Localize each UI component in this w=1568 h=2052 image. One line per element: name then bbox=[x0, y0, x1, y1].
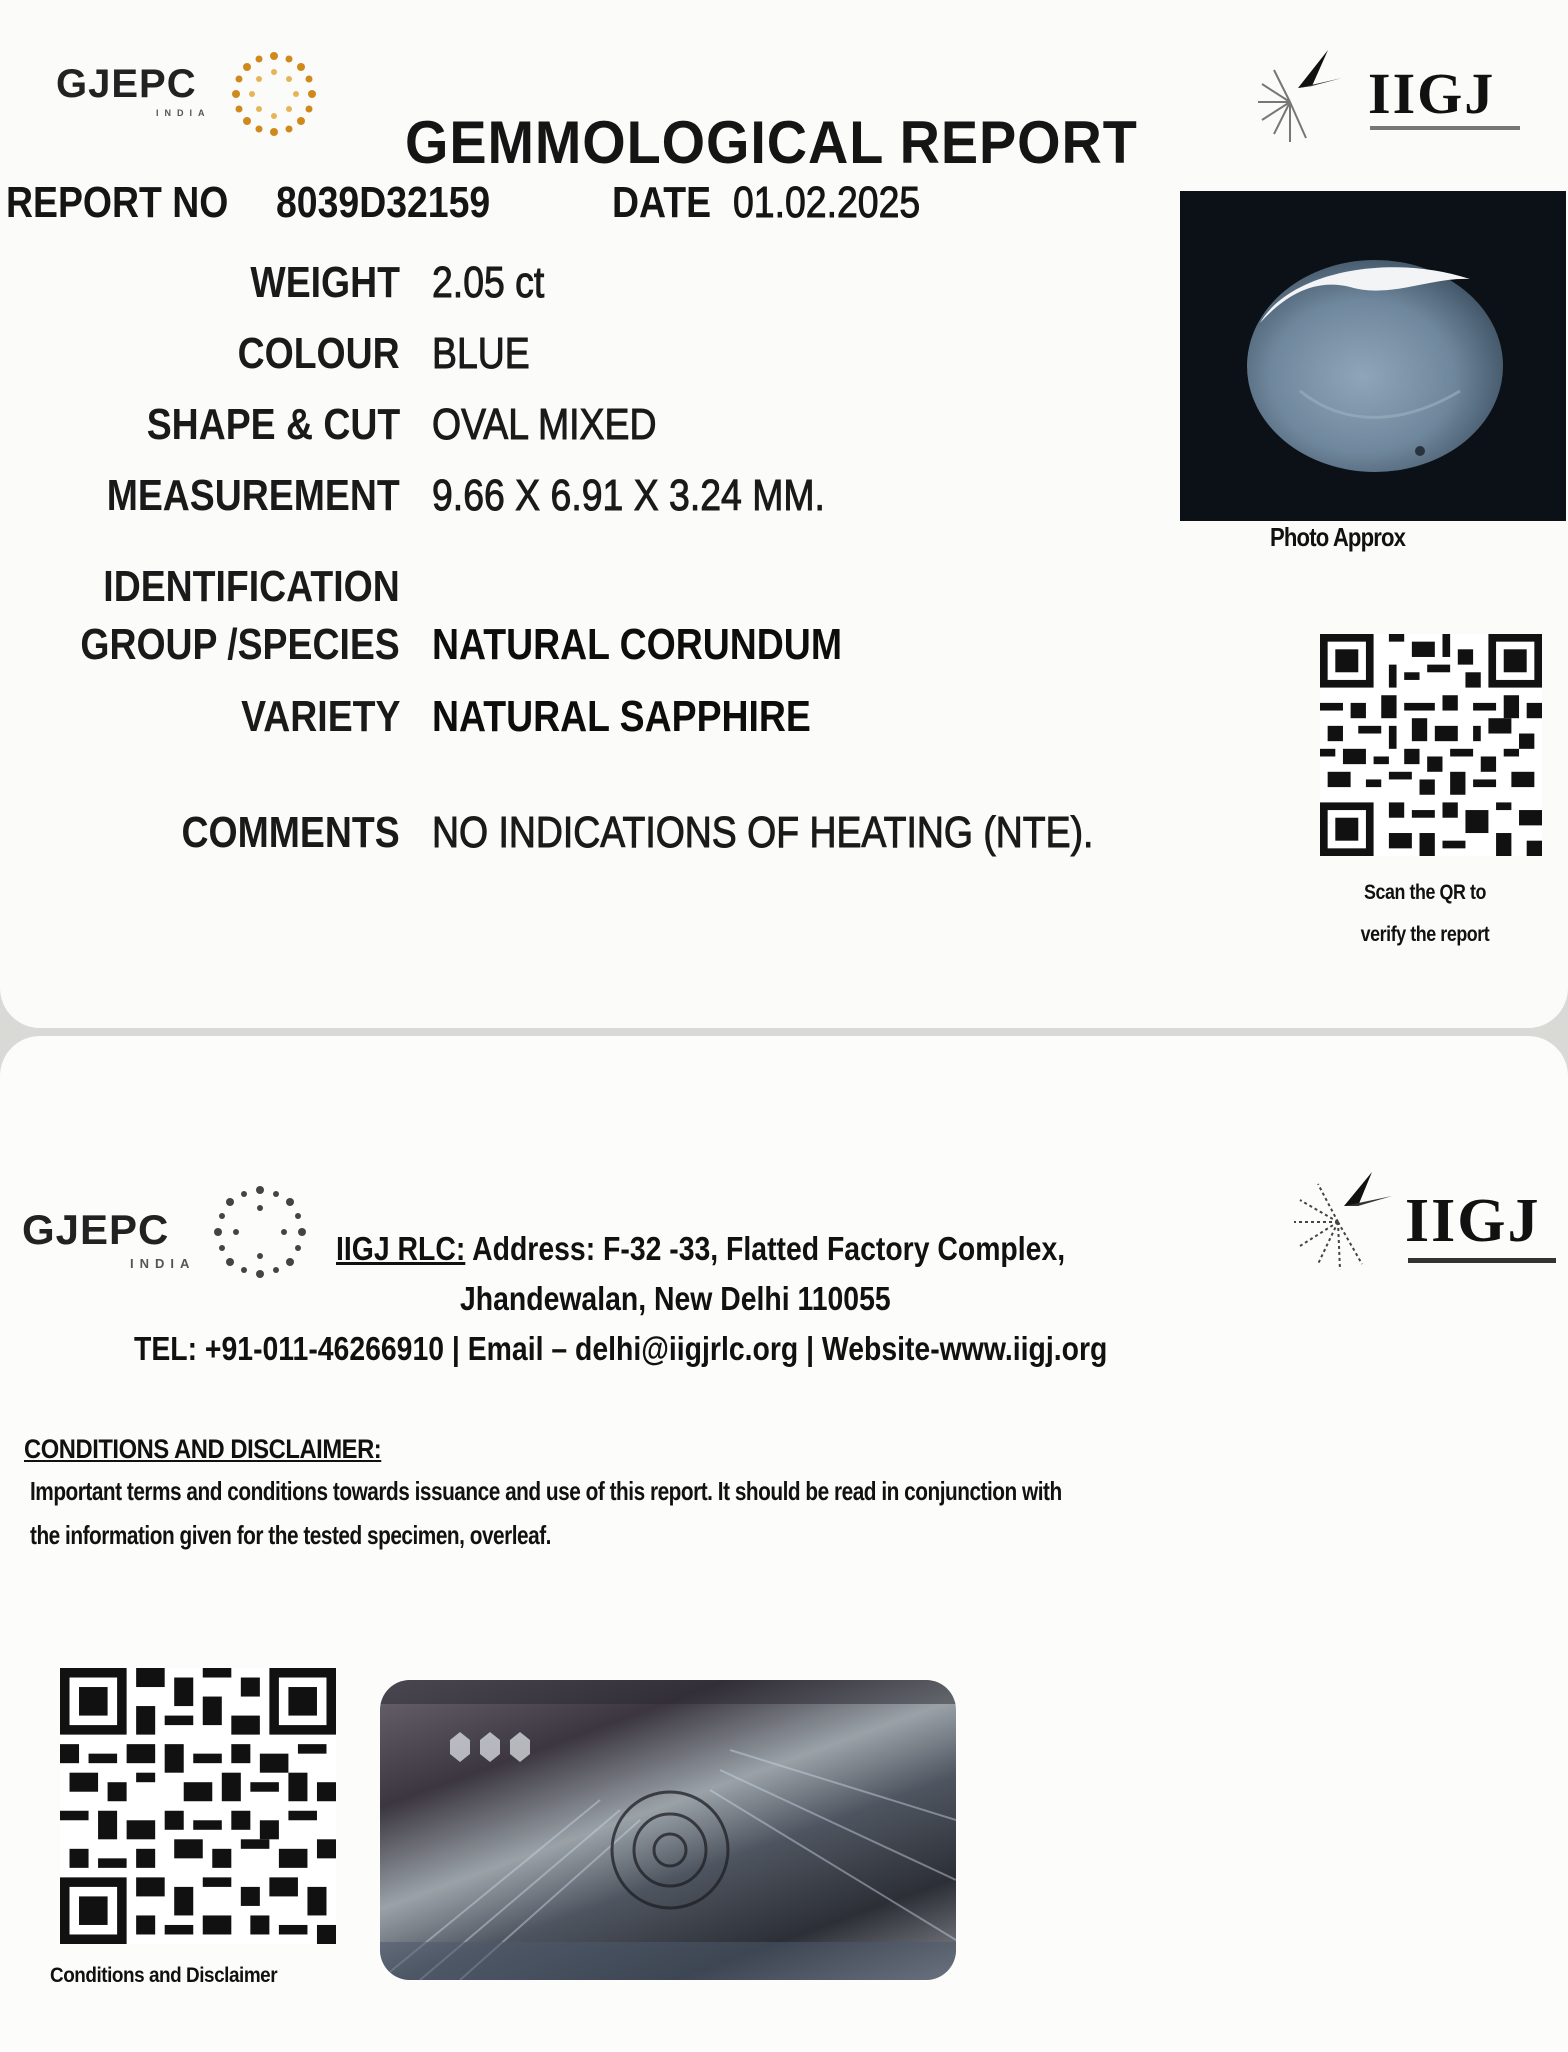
gjepc-logo bbox=[56, 62, 211, 118]
weight-value: 2.05 ct bbox=[432, 258, 545, 307]
date-label: DATE bbox=[612, 178, 712, 227]
variety-value: NATURAL SAPPHIRE bbox=[432, 692, 811, 741]
report-back-card bbox=[0, 1036, 1568, 2052]
qr-caption-line2: verify the report bbox=[1360, 923, 1490, 946]
report-no-label: REPORT NO bbox=[6, 178, 229, 227]
photo-caption: Photo Approx bbox=[1270, 522, 1406, 552]
comments-label: COMMENTS bbox=[181, 808, 400, 857]
iigj-wordmark-back: IIGJ bbox=[1405, 1187, 1541, 1255]
weight-label: WEIGHT bbox=[250, 258, 400, 307]
group-species-value: NATURAL CORUNDUM bbox=[432, 620, 842, 669]
address-line-2: Jhandewalan, New Delhi 110055 bbox=[460, 1280, 891, 1317]
conditions-qr-caption: Conditions and Disclaimer bbox=[50, 1964, 278, 1987]
stone-photo bbox=[1180, 191, 1566, 521]
colour-label: COLOUR bbox=[237, 329, 400, 378]
group-species-label: GROUP /SPECIES bbox=[80, 620, 400, 669]
address-text-1: Address: F-32 -33, Flatted Factory Complex, bbox=[472, 1230, 1066, 1267]
gjepc-sunburst-icon bbox=[228, 48, 320, 140]
contact-line: TEL: +91-011-46266910 | Email – delhi@iigjrlc.org | Website-www.iigj.org bbox=[134, 1330, 1108, 1367]
gjepc-wordmark-back: GJEPC bbox=[22, 1206, 170, 1253]
gjepc-wordmark: GJEPC bbox=[56, 62, 197, 106]
colour-value: BLUE bbox=[432, 329, 530, 378]
iigj-underline-back bbox=[1408, 1258, 1556, 1263]
security-hologram bbox=[380, 1680, 956, 1980]
measurement-label: MEASUREMENT bbox=[107, 471, 400, 520]
qr-caption bbox=[1310, 872, 1540, 956]
report-no-value: 8039D32159 bbox=[276, 178, 491, 227]
conditions-line-1: Important terms and conditions towards issuance and use of this report. It should be read in conjunction with bbox=[30, 1476, 1062, 1506]
measurement-value: 9.66 X 6.91 X 3.24 MM. bbox=[432, 471, 825, 520]
address-label: IIGJ RLC: bbox=[336, 1230, 466, 1267]
qr-caption-line1: Scan the QR to bbox=[1363, 881, 1487, 904]
gjepc-subtext: INDIA bbox=[156, 108, 211, 118]
shape-cut-label: SHAPE & CUT bbox=[146, 400, 400, 449]
hologram-pattern-icon bbox=[380, 1680, 956, 1980]
address-line-1 bbox=[336, 1230, 1065, 1268]
shape-cut-value: OVAL MIXED bbox=[432, 400, 657, 449]
date-value: 01.02.2025 bbox=[733, 178, 921, 227]
conditions-title: CONDITIONS AND DISCLAIMER: bbox=[24, 1434, 382, 1464]
sapphire-stone-icon bbox=[1180, 191, 1566, 521]
iigj-wordmark: IIGJ bbox=[1368, 61, 1496, 126]
iigj-underline bbox=[1370, 126, 1520, 130]
gjepc-logo-back bbox=[22, 1206, 196, 1271]
report-title: GEMMOLOGICAL REPORT bbox=[405, 109, 1138, 176]
identification-label: IDENTIFICATION bbox=[103, 562, 400, 611]
verify-qr-code[interactable] bbox=[1320, 634, 1542, 856]
iigj-diamond-burst-back-icon bbox=[1288, 1166, 1398, 1276]
conditions-qr-code[interactable] bbox=[60, 1668, 336, 1944]
gjepc-subtext-back: INDIA bbox=[130, 1256, 196, 1271]
variety-label: VARIETY bbox=[240, 692, 400, 741]
gjepc-sunburst-back-icon bbox=[210, 1182, 310, 1282]
conditions-line-2: the information given for the tested specimen, overleaf. bbox=[30, 1520, 551, 1550]
comments-value: NO INDICATIONS OF HEATING (NTE). bbox=[432, 808, 1094, 857]
iigj-diamond-burst-icon bbox=[1250, 42, 1350, 152]
